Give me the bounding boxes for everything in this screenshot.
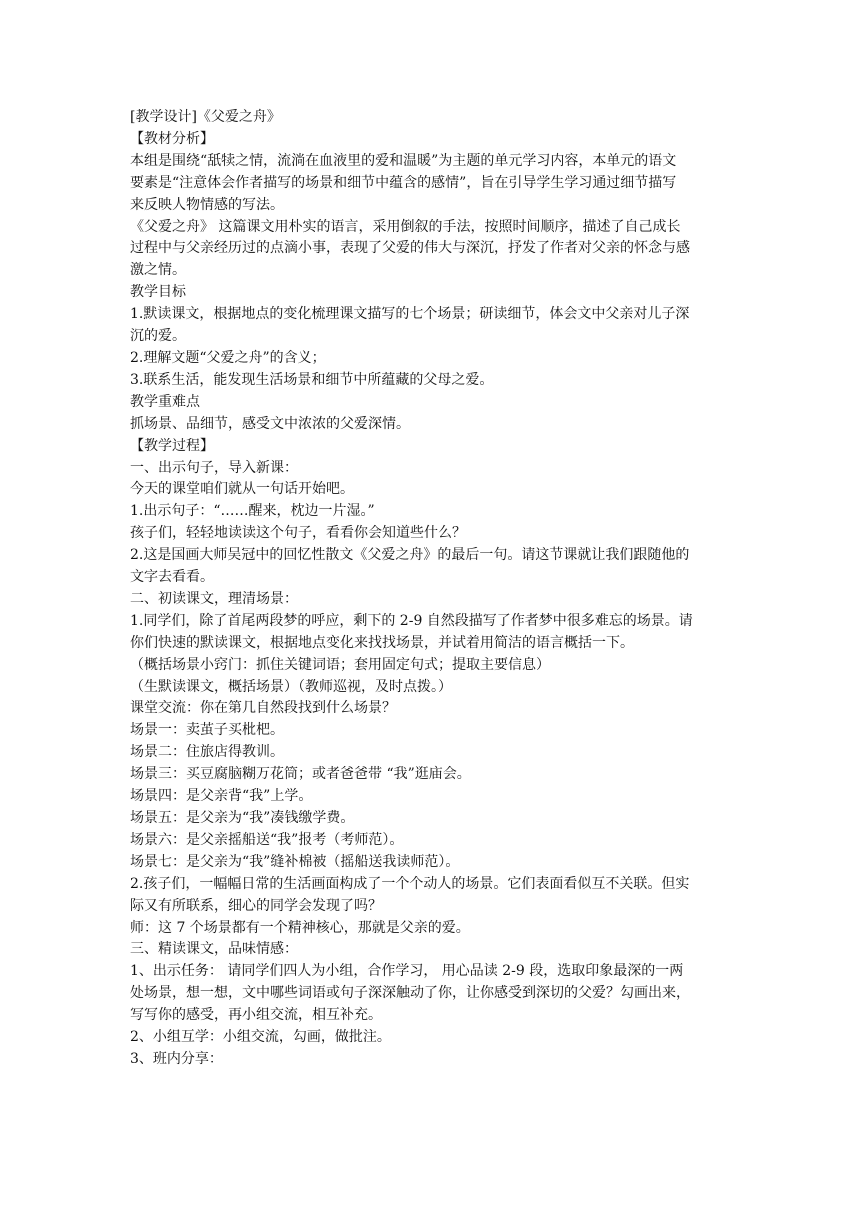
paragraph-line: 际又有所联系，细心的同学会发现了吗？ xyxy=(130,897,382,914)
goal-item: 3.联系生活，能发现生活场景和细节中所蕴藏的父母之爱。 xyxy=(130,371,494,388)
scene-item: 场景六：是父亲摇船送“我”报考（考师范）。 xyxy=(130,831,404,848)
paragraph-line: 师：这 7 个场景都有一个精神核心，那就是父亲的爱。 xyxy=(130,919,470,936)
paragraph-line: 今天的课堂咱们就从一句话开始吧。 xyxy=(130,481,354,498)
paragraph-line: 要素是“注意体会作者描写的场景和细节中蕴含的感情”，旨在引导学生学习通过细节描写 xyxy=(130,174,677,191)
paragraph-line: 《父爱之舟》 这篇课文用朴实的语言，采用倒叙的手法，按照时间顺序，描述了自己成长 xyxy=(130,218,681,235)
document-body xyxy=(130,107,734,1071)
paragraph-line: 来反映人物情感的写法。 xyxy=(130,196,284,213)
paragraph-line: 激之情。 xyxy=(130,262,186,279)
paragraph-line: 课堂交流：你在第几自然段找到什么场景？ xyxy=(130,700,396,717)
section-heading-teaching-process: 【教学过程】 xyxy=(130,437,214,454)
paragraph-line: 1、出示任务： 请同学们四人为小组，合作学习， 用心品读 2-9 段，选取印象最深的一两 xyxy=(130,963,684,980)
paragraph-line: 2.这是国画大师吴冠中的回忆性散文《父爱之舟》的最后一句。请这节课就让我们跟随他的 xyxy=(130,547,690,564)
paragraph-line: （概括场景小窍门：抓住关键词语；套用固定句式；提取主要信息） xyxy=(130,656,550,673)
scene-item: 场景五：是父亲为“我”凑钱缴学费。 xyxy=(130,810,355,826)
scene-item: 场景七：是父亲为“我”缝补棉被（摇船送我读师范）。 xyxy=(130,853,460,870)
goal-item: 1.默读课文，根据地点的变化梳理课文描写的七个场景；研读细节，体会文中父亲对儿子深 xyxy=(130,306,690,323)
section-heading-key-points: 教学重难点 xyxy=(130,393,200,410)
paragraph-line: 抓场景、品细节，感受文中浓浓的父爱深情。 xyxy=(130,415,410,432)
paragraph-line: 1.同学们，除了首尾两段梦的呼应，剩下的 2-9 自然段描写了作者梦中很多难忘的场景。请 xyxy=(130,612,693,629)
paragraph-line: 2、小组互学：小组交流，勾画，做批注。 xyxy=(130,1029,391,1046)
paragraph-line: （生默读课文，概括场景）（教师巡视，及时点拨。） xyxy=(130,678,452,695)
paragraph-line: 本组是围绕“舐犊之情，流淌在血液里的爱和温暖”为主题的单元学习内容，本单元的语文 xyxy=(130,152,677,169)
paragraph-line: 文字去看看。 xyxy=(130,569,214,586)
paragraph-line: 你们快速的默读课文，根据地点变化来找找场景，并试着用简洁的语言概括一下。 xyxy=(130,634,634,651)
paragraph-line: 孩子们，轻轻地读读这个句子，看看你会知道些什么？ xyxy=(130,525,466,542)
document-title: [教学设计]《父爱之舟》 xyxy=(130,109,281,125)
paragraph-line: 1.出示句子：“……醒来，枕边一片湿。” xyxy=(130,503,375,520)
paragraph-line: 2.孩子们，一幅幅日常的生活画面构成了一个个动人的场景。它们表面看似互不关联。但实 xyxy=(130,875,690,892)
scene-item: 场景一：卖茧子买枇杷。 xyxy=(130,722,284,739)
paragraph-line: 过程中与父亲经历过的点滴小事，表现了父爱的伟大与深沉，抒发了作者对父亲的怀念与感 xyxy=(130,240,690,257)
paragraph-line: 处场景，想一想，文中哪些词语或句子深深触动了你，让你感受到深切的父爱？勾画出来， xyxy=(130,985,690,1002)
paragraph-line: 写写你的感受，再小组交流，相互补充。 xyxy=(130,1007,382,1024)
goal-item: 2.理解文题“父爱之舟”的含义； xyxy=(130,349,326,366)
step-heading: 一、出示句子，导入新课： xyxy=(130,459,298,476)
scene-item: 场景四：是父亲背“我”上学。 xyxy=(130,788,313,805)
goal-item: 沉的爱。 xyxy=(130,328,186,345)
section-heading-material-analysis: 【教材分析】 xyxy=(130,130,214,147)
step-heading: 二、初读课文，理清场景： xyxy=(130,590,298,607)
paragraph-line: 3、班内分享： xyxy=(130,1050,223,1067)
section-heading-teaching-goals: 教学目标 xyxy=(130,284,186,301)
scene-item: 场景三：买豆腐脑糊万花筒；或者爸爸带 “我”逛庙会。 xyxy=(130,766,471,783)
scene-item: 场景二：住旅店得教训。 xyxy=(130,744,284,761)
step-heading: 三、精读课文，品味情感： xyxy=(130,941,298,958)
